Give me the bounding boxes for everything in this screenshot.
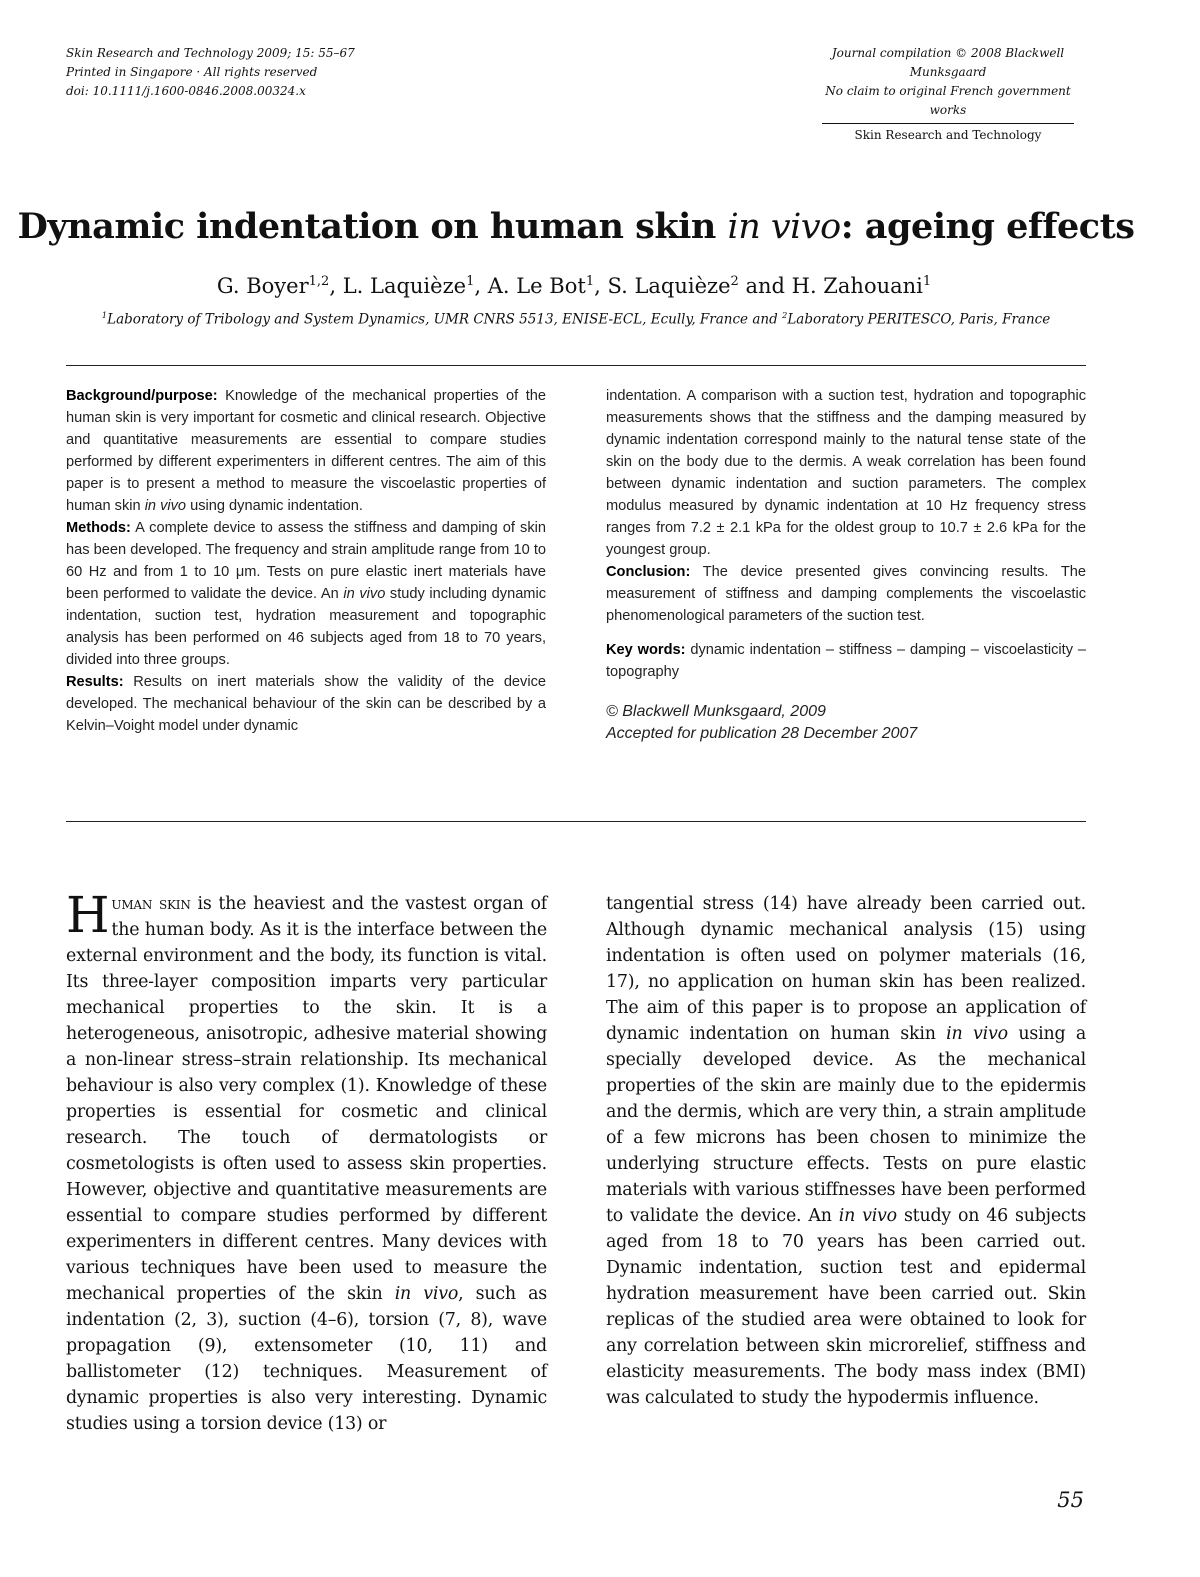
abstract-right-column	[606, 385, 1086, 745]
abstract-copyright: © Blackwell Munksgaard, 2009 Accepted for publication 28 December 2007	[606, 703, 918, 742]
body-right-column	[606, 891, 1086, 1411]
article-title: Dynamic indentation on human skin in vivo: ageing effects	[17, 206, 1135, 247]
author-affil-mark: 2	[730, 274, 739, 289]
abstract-results: Results: Results on inert materials show the validity of the device developed. The mechanical behaviour of the skin can be described by a Kelvin–Voight model under dynamic	[66, 674, 546, 734]
abstract-keywords: Key words: dynamic indentation – stiffness – damping – viscoelasticity – topography	[606, 642, 1086, 680]
accepted-date: Accepted for publication 28 December 2007	[606, 725, 918, 742]
affiliation-1: Laboratory of Tribology and System Dynamics, UMR CNRS 5513, ENISE-ECL, Ecully, France and	[107, 311, 782, 328]
affiliations: $^1$Laboratory of Tribology and System Dynamics, UMR CNRS 5513, ENISE-ECL, Ecully, France and $^2$Laboratory PERITESCO, Paris, France	[101, 310, 1051, 328]
drop-cap: H	[66, 886, 110, 944]
author-name: S. Laquièze	[607, 274, 731, 298]
running-header-right	[822, 44, 1074, 145]
abstract-left-column	[66, 385, 546, 737]
journal-name: Skin Research and Technology	[822, 123, 1074, 145]
printed-line: Printed in Singapore · All rights reserved	[66, 65, 318, 79]
author-affil-mark: 1	[922, 274, 932, 289]
intro-paragraph-cont: tangential stress (14) have already been carried out. Although dynamic mechanical analysis (15) using indentation is often used on polymer materials (16, 17), no application on human skin has been realized. The aim of this paper is to propose an application of dynamic indentation on human skin in vivo using a specially developed device. As the mechanical properties of the skin are mainly due to the epidermis and the dermis, which are very thin, a strain amplitude of a few microns has been chosen to minimize the underlying structure effects. Tests on pure elastic materials with various stiffnesses have been performed to validate the device. An in vivo study on 46 subjects aged from 18 to 70 years has been carried out. Dynamic indentation, suction test and epidermal hydration measurement have been carried out. Skin replicas of the studied area were obtained to look for any correlation between skin microrelief, stiffness and elasticity measurements. The body mass index (BMI) was calculated to study the hypodermis influence.	[606, 894, 1087, 1408]
author-affil-mark: 1	[585, 274, 595, 289]
author-name: A. Le Bot	[487, 274, 586, 298]
author-name: H. Zahouani	[791, 274, 923, 298]
abstract-top-rule	[66, 365, 1086, 366]
doi-line: doi: 10.1111/j.1600-0846.2008.00324.x	[66, 84, 306, 98]
abstract-background: Background/purpose: Knowledge of the mechanical properties of the human skin is very important for cosmetic and clinical research. Objective and quantitative measurements are essential to compare studies performed by different experimenters in different centres. The aim of this paper is to present a method to measure the viscoelastic properties of human skin in vivo using dynamic indentation.	[66, 388, 546, 514]
body-left-column	[66, 886, 547, 1437]
author-list: G. Boyer$^{1,2}$, L. Laquièze$^1$, A. Le Bot$^1$, S. Laquièze$^2$ and H. Zahouani$^1$	[216, 274, 932, 298]
abstract-results-cont: indentation. A comparison with a suction test, hydration and topographic measurements shows that the stiffness and the damping measured by dynamic indentation correspond mainly to the natural tense state of the skin on the body due to the dermis. A weak correlation has been found between dynamic indentation and suction parameters. The complex modulus measured by dynamic indentation at 10 Hz frequency stress ranges from 7.2 ± 2.1 kPa for the oldest group to 10.7 ± 2.6 kPa for the youngest group.	[606, 388, 1086, 558]
author-name: G. Boyer	[216, 274, 309, 298]
intro-paragraph: Human skin is the heaviest and the vastest organ of the human body. As it is the interface between the external environment and the body, its function is vital. Its three-layer composition imparts very particular mechanical properties to the skin. It is a heterogeneous, anisotropic, adhesive material showing a non-linear stress–strain relationship. Its mechanical behaviour is also very complex (1). Knowledge of these properties is essential for cosmetic and clinical research. The touch of dermatologists or cosmetologists is often used to assess skin properties. However, objective and quantitative measurements are essential to compare studies performed by different experimenters in different centres. Many devices with various techniques have been used to measure the mechanical properties of the skin in vivo, such as indentation (2, 3), suction (4–6), torsion (7, 8), wave propagation (9), extensometer (10, 11) and ballistometer (12) techniques. Measurement of dynamic properties is also very interesting. Dynamic studies using a torsion device (13) or	[66, 886, 547, 1434]
compilation-line: Journal compilation © 2008 Blackwell Munksgaard	[831, 46, 1065, 79]
abstract-conclusion: Conclusion: The device presented gives convincing results. The measurement of stiffness and damping complements the viscoelastic phenomenological parameters of the suction test.	[606, 564, 1086, 624]
affiliation-2: Laboratory PERITESCO, Paris, France	[787, 311, 1051, 328]
citation-line: Skin Research and Technology 2009; 15: 55–67	[66, 46, 355, 60]
title-italic: in vivo	[727, 207, 841, 247]
abstract-bottom-rule	[66, 821, 1086, 822]
author-affil-mark: 1,2	[308, 274, 330, 289]
page-number: 55	[1057, 1488, 1084, 1512]
claim-line: No claim to original French government works	[825, 84, 1071, 117]
running-header-left	[66, 44, 355, 101]
abstract-methods: Methods: A complete device to assess the stiffness and damping of skin has been developed. The frequency and strain amplitude range from 10 to 60 Hz and from 1 to 10 μm. Tests on pure elastic inert materials have been performed to validate the device. An in vivo study including dynamic indentation, suction test, hydration measurement and topographic analysis has been performed on 46 subjects aged from 18 to 70 years, divided into three groups.	[66, 520, 547, 668]
author-affil-mark: 1	[466, 274, 475, 289]
author-name: L. Laquièze	[342, 274, 467, 298]
